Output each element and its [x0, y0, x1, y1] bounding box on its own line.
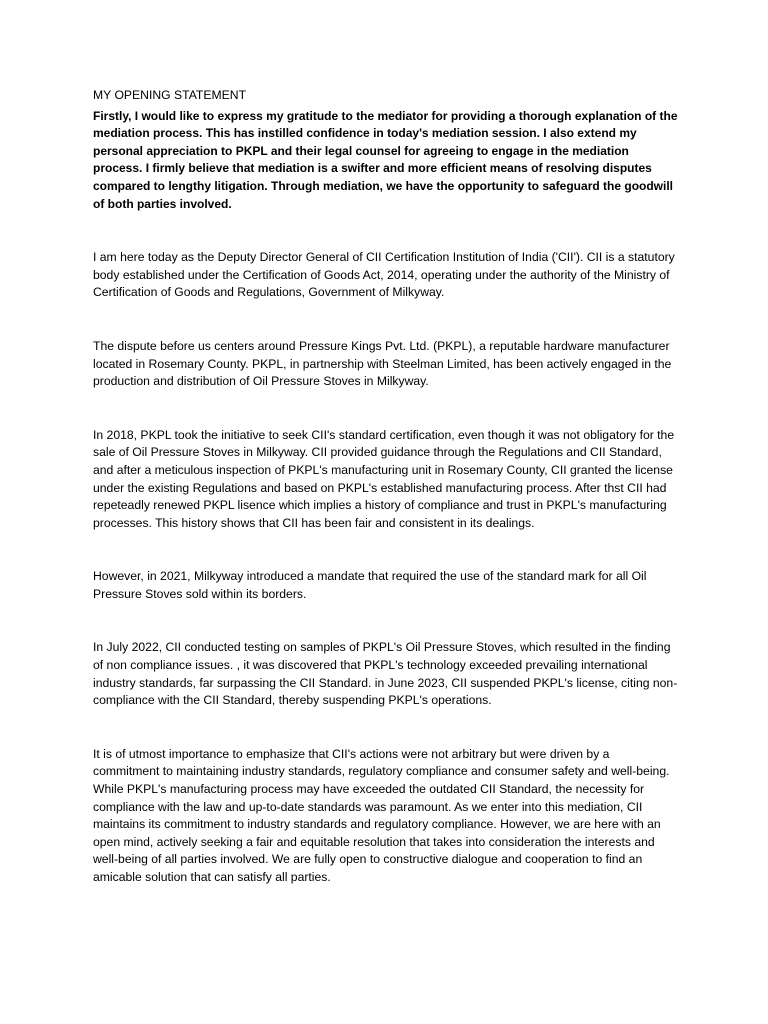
paragraph-gratitude: Firstly, I would like to express my gratitude to the mediator for providing a thorough explanation of the mediation process. This has instilled confidence in today's mediation session. I also extend my personal appreciation to PKPL and their legal counsel for agreeing to engage in the mediation process. I firmly believe that mediation is a swifter and more efficient means of resolving disputes compared to lengthy litigation. Through mediation, we have the opportunity to safeguard the goodwill of both parties involved.	[93, 108, 678, 211]
paragraph-gap	[93, 213, 679, 249]
paragraph-testing: In July 2022, CII conducted testing on samples of PKPL's Oil Pressure Stoves, which resulted in the finding of non compliance issues. , it was discovered that PKPL's technology exceeded prevailing international industry standards, far surpassing the CII Standard. in June 2023, CII suspended PKPL's license, citing non-compliance with the CII Standard, thereby suspending PKPL's operations.	[93, 640, 678, 708]
document-page	[93, 87, 679, 887]
paragraph-gap	[93, 391, 679, 427]
paragraph-gap	[93, 532, 679, 568]
paragraph-introduction: I am here today as the Deputy Director General of CII Certification Institution of India ('CII'). CII is a statutory body established under the Certification of Goods Act, 2014, operating under the authority of the Ministry of Certification of Goods and Regulations, Government of Milkyway.	[93, 250, 675, 300]
paragraph-dispute: The dispute before us centers around Pressure Kings Pvt. Ltd. (PKPL), a reputable hardware manufacturer located in Rosemary County. PKPL, in partnership with Steelman Limited, has been actively engaged in the production and distribution of Oil Pressure Stoves in Milkyway.	[93, 338, 672, 389]
document-heading: MY OPENING STATEMENT	[93, 88, 247, 102]
paragraph-history: In 2018, PKPL took the initiative to seek CII's standard certification, even though it was not obligatory for the sale of Oil Pressure Stoves in Milkyway. CII provided guidance through the Regulations and CII Standard, and after a meticulous inspection of PKPL's manufacturing unit in Rosemary County, CII granted the license under the existing Regulations and based on PKPL's established manufacturing process. After thst CII had repeteadly renewed PKPL lisence which implies a history of compliance and trust in PKPL's manufacturing processes. This history shows that CII has been fair and consistent in its dealings.	[93, 427, 675, 530]
paragraph-gap	[93, 710, 679, 746]
paragraph-gap	[93, 603, 679, 639]
paragraph-mandate: However, in 2021, Milkyway introduced a mandate that required the use of the standard mark for all Oil Pressure Stoves sold within its borders.	[93, 569, 647, 601]
paragraph-conclusion: It is of utmost importance to emphasize that CII's actions were not arbitrary but were driven by a commitment to maintaining industry standards, regulatory compliance and consumer safety and well-being. While PKPL's manufacturing process may have exceeded the outdated CII Standard, the necessity for compliance with the law and up-to-date standards was paramount. As we enter into this mediation, CII maintains its commitment to industry standards and regulatory compliance. However, we are here with an open mind, actively seeking a fair and equitable resolution that takes into consideration the interests and well-being of all parties involved. We are fully open to constructive dialogue and cooperation to find an amicable solution that can satisfy all parties.	[93, 746, 670, 884]
paragraph-gap	[93, 302, 679, 338]
